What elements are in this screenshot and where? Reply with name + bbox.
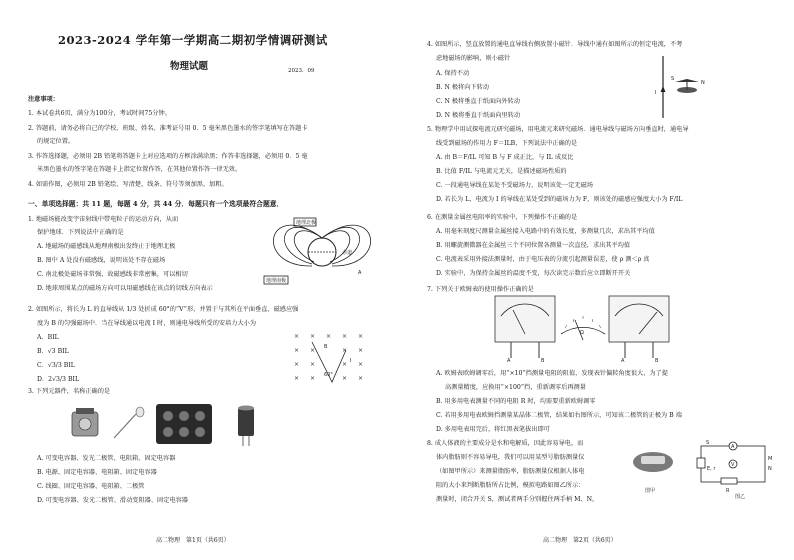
q1-stem: 保护地球．下列说法中正确的是 — [37, 229, 124, 236]
q7-fig-label: B — [541, 358, 545, 364]
q1-fig-label: A — [358, 270, 362, 276]
q2-option: D．2√3/3 BIL — [37, 376, 80, 383]
q8-fig-label: N — [768, 466, 772, 472]
page-footer: 高二物理 第2页（共6页） — [543, 537, 617, 544]
q5-option: B. 比值 F/IL 与电流元无关，是描述磁场性质的 — [436, 168, 567, 175]
q8-stem: （如图甲所示）来测量脂肪率，脂肪测量仪根据人体电 — [436, 468, 585, 475]
q8-fig-label: V — [731, 462, 735, 468]
notice-item: 1. 本试卷共6页，满分为100分，考试时间75分钟。 — [28, 110, 171, 117]
q4-stem: 4. 如图所示，竖直放置的通电直导线右侧放置小磁针．导线中通有如图所示的恒定电流，不考 — [427, 41, 683, 48]
ohmmeter-figure — [489, 294, 689, 364]
q1-fig-label: 地理北极 — [296, 220, 317, 226]
svg-text:×: × — [342, 361, 348, 368]
q3-option: D. 可变电容器、发光二极管、滑动变阻器、固定电容器 — [37, 497, 188, 504]
q1-option: A. 地磁场的磁感线从地理南极出发终止于地理北极 — [37, 243, 176, 250]
svg-text:×: × — [294, 361, 300, 368]
svg-text:×: × — [310, 333, 316, 340]
svg-text:×: × — [358, 361, 364, 368]
fat-meter-figure — [625, 440, 785, 500]
q2-option: A．BIL — [37, 334, 59, 341]
svg-text:×: × — [326, 333, 332, 340]
q2-fig-label: 60° — [324, 372, 333, 378]
svg-text:×: × — [310, 347, 316, 354]
q6-option: C. 电流表采用外接法测量时，由于电压表的分流引起测量误差，使 ρ 测＜ρ 真 — [436, 256, 650, 263]
svg-text:×: × — [342, 347, 348, 354]
q4-option: B. N 极将向下转动 — [436, 84, 489, 91]
svg-text:×: × — [358, 375, 364, 382]
q2-fig-label: B — [324, 344, 328, 350]
wire-compass-figure — [653, 52, 723, 122]
q7-fig-label: A — [507, 358, 511, 364]
q8-fig-label: M — [768, 456, 773, 462]
page-2 — [397, 0, 794, 560]
q6-option: A. 用毫米刻度尺测量金属丝接入电路中的有效长度，多测量几次，求出其平均值 — [436, 228, 655, 235]
q3-stem: 3. 下列元器件，名称正确的是 — [28, 388, 111, 395]
components-figure — [62, 402, 272, 450]
q3-option: C. 线圈、固定电容器、电阻箱、二极管 — [37, 483, 145, 490]
section-heading: 一、单项选择题：共 11 题，每题 4 分，共 44 分．每题只有一个选项最符合题意． — [28, 200, 284, 208]
q8-stem: 测量时，闭合开关 S，测试者两手分别握住两手柄 M、N， — [436, 496, 599, 503]
notice-item: 3. 作答选择题，必须用 2B 铅笔将答题卡上对应选项的方框涂满涂黑；作答非选择题，必须用 0．5 毫 — [28, 153, 308, 160]
q1-fig-label: 地理南极 — [266, 278, 287, 284]
q3-option: B. 电源、固定电容器、电阻箱、固定电容器 — [37, 469, 157, 476]
v-wire-field-figure — [290, 328, 370, 390]
q8-stem: 阻的大小来判断脂肪所占比例，模拟电路如图乙所示： — [436, 482, 585, 489]
q4-fig-label: I — [655, 90, 657, 96]
q8-fig-label: 图甲 — [645, 488, 656, 494]
q8-fig-label: R — [726, 488, 730, 494]
subject-title: 物理试题 — [170, 61, 209, 72]
q8-fig-label: E, r — [707, 466, 716, 472]
q6-option: D. 实验中，为保持金属丝的温度不变，每次读完示数后应立即断开开关 — [436, 270, 631, 277]
svg-text:×: × — [342, 375, 348, 382]
q6-stem: 6. 在测量金属丝电阻率的实验中，下列操作不正确的是 — [427, 214, 578, 221]
q5-stem: 5. 物理学中用试探电流元研究磁场，用电流元来研究磁场．通电导线与磁场方向垂直时，通电导 — [427, 126, 689, 133]
svg-text:×: × — [294, 347, 300, 354]
q4-option: C. N 极将垂直于纸面向外转动 — [436, 98, 520, 105]
q4-option: A. 保持不动 — [436, 70, 470, 77]
svg-text:B: B — [655, 358, 659, 364]
q2-option: B．√3 BIL — [37, 348, 69, 355]
q4-fig-label: N — [701, 80, 705, 86]
svg-text:×: × — [358, 347, 364, 354]
q2-fig-label: I — [350, 358, 352, 364]
q7-option: B. 用多用电表测量不同的电阻 R 时，均需要重新欧姆调零 — [436, 398, 596, 405]
q7-option: 高测量精度，应换用“×100”挡，重新调零后再测量 — [445, 384, 586, 391]
q3-option: A. 可变电容器、发光二极管、电阻箱、固定电容器 — [37, 455, 176, 462]
q1-fig-label: 赤道 — [342, 250, 353, 256]
notice-item: 2. 答题前，请务必将自己的学校、班级、姓名、准考证号用 0．5 毫米黑色墨水的签字笔填写在答题卡 — [28, 125, 308, 132]
earth-magnetic-field-figure — [262, 212, 382, 290]
svg-text:×: × — [294, 375, 300, 382]
q8-fig-label: 图乙 — [735, 494, 746, 500]
q8-stem: 8. 成人体液的主要成分是水和电解质，因此容易导电，而 — [427, 440, 584, 447]
q5-option: C. 一段通电导线在某处不受磁场力，说明该处一定无磁场 — [436, 182, 593, 189]
q4-option: D. N 极将垂直于纸面向里转动 — [436, 112, 521, 119]
page-footer: 高二物理 第1页（共6页） — [156, 537, 230, 544]
notice-item: 4. 如需作图，必须用 2B 铅笔绘、写清楚，线条、符号等须加黑、加粗。 — [28, 181, 228, 188]
q1-stem: 1. 地磁场能改变宇宙射线中带电粒子的运动方向，从而 — [28, 216, 179, 223]
q6-option: B. 用螺旋测微器在金属丝三个不同位置各测量一次直径，求出其平均值 — [436, 242, 631, 249]
notice-item: 米黑色墨水的签字笔在答题卡上指定位置作答，在其他位置作答一律无效。 — [37, 166, 242, 173]
q5-stem: 线受到磁场的作用力 F＝ILB，下列说法中正确的是 — [436, 140, 578, 147]
q5-option: D. 若长为 L、电流为 I 的导线在某处受到的磁场力为 F，则该处的磁感应强度大小为 F/IL — [436, 196, 683, 203]
q2-stem: 度为 B 的匀强磁场中．当在导线通以电流 I 时，则通电导线所受的安培力大小为 — [37, 320, 257, 327]
svg-text:×: × — [294, 333, 300, 340]
q5-option: A. 由 B＝F/IL 可知 B 与 F 成正比，与 IL 成反比 — [436, 154, 574, 161]
q4-stem: 虑地磁场的影响，则小磁针 — [436, 55, 511, 62]
svg-text:×: × — [342, 333, 348, 340]
svg-text:×: × — [310, 375, 316, 382]
q8-stem: 体内脂肪则不容易导电，我们可以用某型号脂肪测量仪 — [436, 454, 585, 461]
q7-fig-label: Ω — [580, 330, 584, 336]
q7-option: A. 欧姆表欧姆调零后，用“×10”挡测量电阻的阻值，发现表针偏转角度很大，为了提 — [436, 370, 668, 377]
q2-stem: 2. 如图所示，将长为 L 的直导线从 1/3 处折成 60°的“V”形，并置于与其所在平面垂直、磁感应强 — [28, 306, 299, 313]
q4-fig-label: S — [671, 76, 675, 82]
q7-option: D. 多用电表用完后，将红黑表笔拔出即可 — [436, 426, 550, 433]
svg-text:×: × — [310, 361, 316, 368]
exam-date: 2023．09 — [288, 68, 315, 74]
notice-heading: 注意事项： — [28, 96, 59, 103]
q2-option: C．√3/3 BIL — [37, 362, 75, 369]
q1-option: D. 地球周围某点的磁场方向可以用磁感线在该点的切线方向表示 — [37, 285, 213, 292]
exam-title: 2023-2024 学年第一学期高二期初学情调研测试 — [58, 33, 328, 47]
svg-text:A: A — [621, 358, 625, 364]
q1-option: B. 图中 A 处没有磁感线，说明该处不存在磁场 — [37, 257, 166, 264]
q7-stem: 7. 下列关于欧姆表的使用操作正确的是 — [427, 286, 534, 293]
q1-option: C. 南北极处磁场非常强，故磁感线非常密集，可以相切 — [37, 271, 188, 278]
svg-text:×: × — [358, 333, 364, 340]
q8-fig-label: S — [706, 440, 710, 446]
notice-item: 的规定位置。 — [37, 138, 75, 145]
q7-option: C. 若用多用电表欧姆挡测量某晶体二极管，结果如右图所示，可知该二极管的正极为 B 端 — [436, 412, 682, 419]
q8-fig-label: A — [731, 444, 735, 450]
